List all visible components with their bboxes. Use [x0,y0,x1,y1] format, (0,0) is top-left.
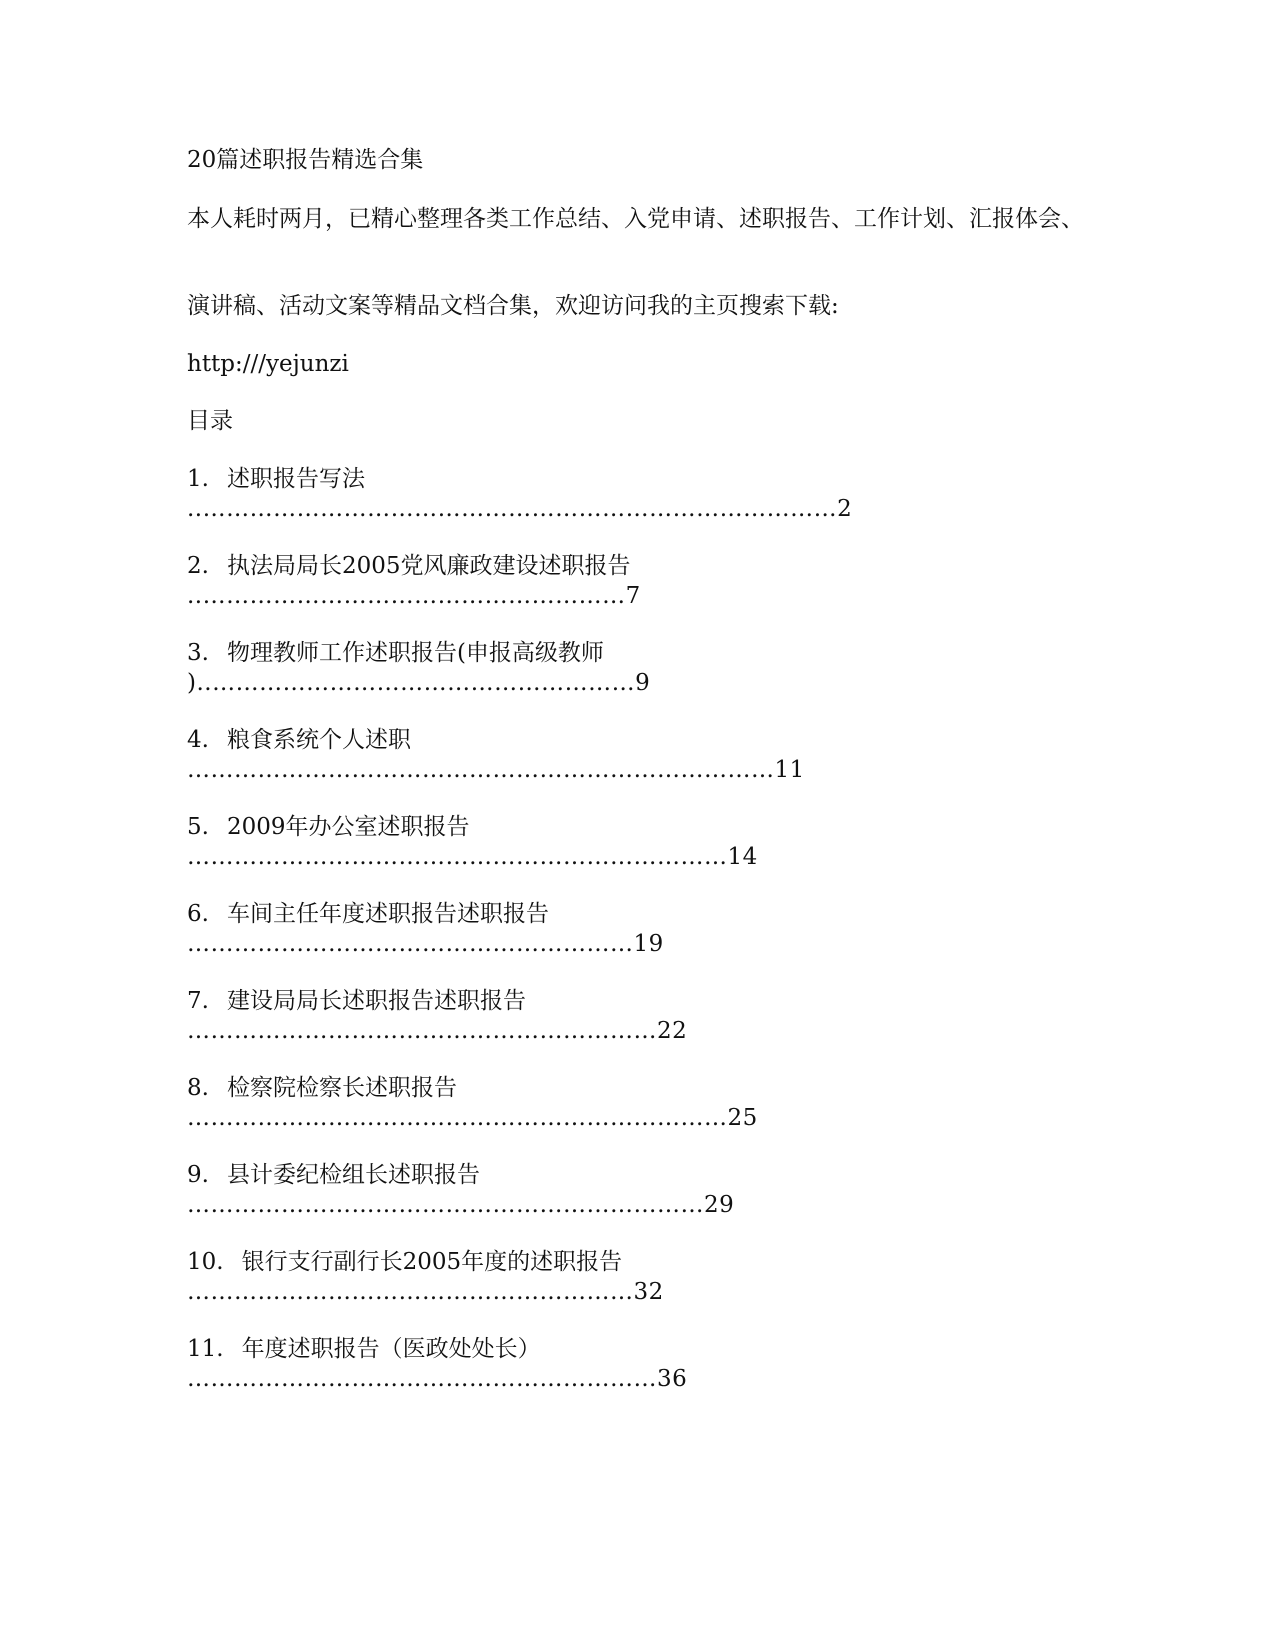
toc-entry-number: 4. [187,727,209,753]
toc-entry-title: 述职报告写法 [226,466,365,492]
toc-entry-page: ……………………………………………………36 [187,1366,688,1392]
toc-entry-page: ……………………………………………………22 [187,1018,688,1044]
toc-entry-number: 7. [187,988,209,1014]
toc-entry[interactable] [187,813,1087,871]
toc-entry-number: 1. [187,466,209,492]
toc-entry-page: ……………………………………………………………25 [187,1105,758,1131]
toc-entry-page: ..………………………………………………7 [187,583,641,609]
toc-entry-title: 建设局局长述职报告述职报告 [226,988,526,1014]
toc-entry-number: 11. [187,1336,224,1362]
intro-paragraph-1: 本人耗时两月，已精心整理各类工作总结、入党申请、述职报告、工作计划、汇报体会、 [187,206,1084,232]
toc-entry-title: 县计委纪检组长述职报告 [226,1162,480,1188]
toc-entry-number: 9. [187,1162,209,1188]
toc-entry-number: 5. [187,814,209,840]
toc-entry-title: 粮食系统个人述职 [226,727,411,753]
toc-heading: 目录 [187,408,233,434]
document-title: 20篇述职报告精选合集 [187,147,424,173]
toc-entry-title: 检察院检察长述职报告 [226,1075,457,1101]
toc-entry-page: ……………………………………………………………14 [187,844,758,870]
toc-entry-title: 银行支行副行长2005年度的述职报告 [241,1249,623,1275]
toc-entry-title: 物理教师工作述职报告(申报高级教师 [226,640,604,666]
toc-entry-title: 2009年办公室述职报告 [226,814,470,840]
toc-entry-page: …………………………………………………32 [187,1279,664,1305]
toc-entry-page: …………………………………………………………29 [187,1192,735,1218]
toc-entry-title: 执法局局长2005党风廉政建设述职报告 [226,553,631,579]
toc-entry-page: …………………………………………………………………11 [187,757,805,783]
homepage-url: http:///yejunzi [187,351,349,377]
toc-entry[interactable] [187,639,1087,697]
toc-entry-number: 8. [187,1075,209,1101]
toc-entry[interactable] [187,1074,1087,1132]
toc-entry[interactable] [187,1248,1087,1306]
toc-entry[interactable] [187,726,1087,784]
toc-entry-number: 3. [187,640,209,666]
toc-entry[interactable] [187,1335,1087,1393]
toc-entry[interactable] [187,552,1087,610]
toc-entry[interactable] [187,1161,1087,1219]
toc-entry-page: )..………………………………………………9 [187,670,651,696]
toc-entry[interactable] [187,900,1087,958]
intro-paragraph-2: 演讲稿、活动文案等精品文档合集，欢迎访问我的主页搜索下载: [187,293,839,319]
toc-entry-number: 2. [187,553,209,579]
toc-entry[interactable] [187,987,1087,1045]
toc-entry-title: 车间主任年度述职报告述职报告 [226,901,549,927]
toc-entry[interactable] [187,465,1087,523]
toc-entry-number: 6. [187,901,209,927]
toc-entry-number: 10. [187,1249,224,1275]
toc-entry-page: ..………………………………………………………………………2 [187,496,853,522]
toc-entry-title: 年度述职报告（医政处处长） [241,1336,541,1362]
toc-entry-page: …………………………………………………19 [187,931,664,957]
